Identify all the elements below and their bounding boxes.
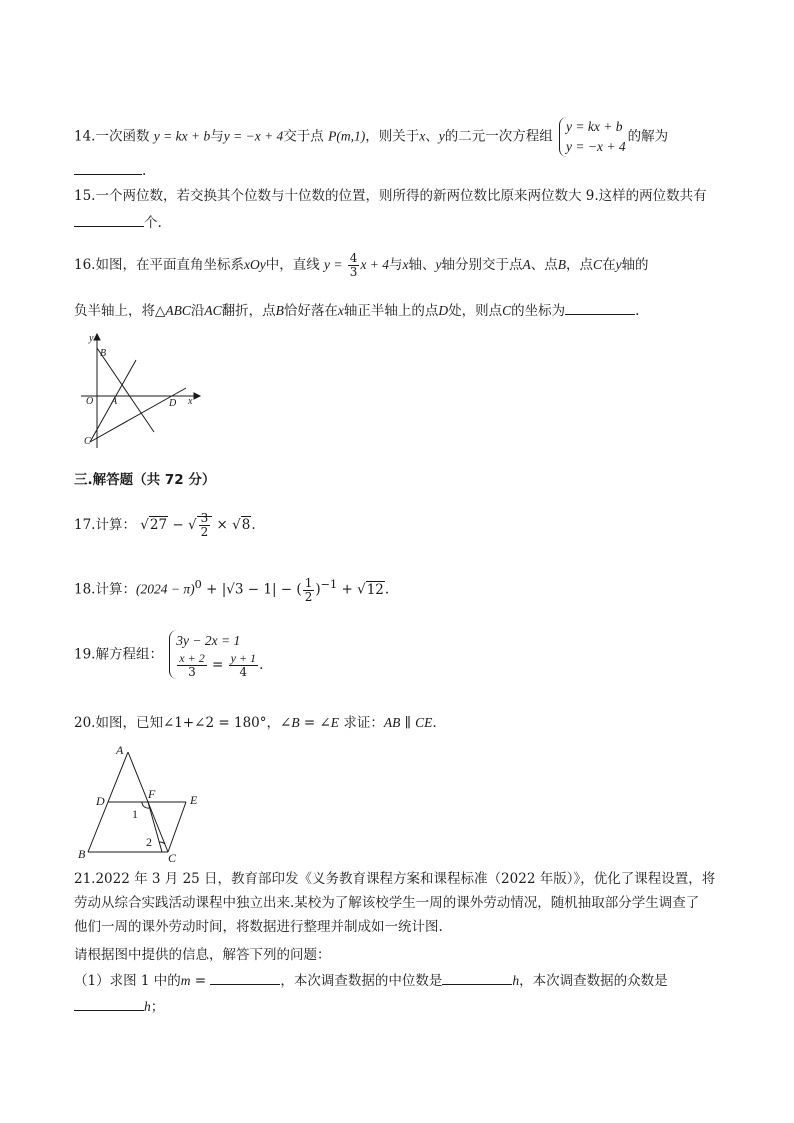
question-15: 15.一个两位数，若交换其个位数与十位数的位置，则所得的新两位数比原来两位数大 9.这样的两位数共有 — [74, 188, 707, 204]
question-16: 16.如图，在平面直角坐标系xOy中，直线 y = $\frac{4}{3}$ x + 4与x轴、y轴分别交于点A、点B，点C在y轴的 — [74, 251, 649, 279]
fraction-4-3: $\frac{4}{3}$ — [349, 251, 358, 279]
question-20: 20.如图，已知∠1+∠2 = 180°，∠B = ∠E 求证：AB ∥ CE. — [74, 715, 437, 731]
label-e: E — [190, 793, 198, 807]
line-ab — [97, 348, 154, 432]
x-axis-arrow — [194, 393, 200, 399]
answer-blank-mode[interactable] — [74, 996, 144, 1011]
question-21-line-3: 他们一周的课外劳动时间，将数据进行整理并制成如一统计图. — [74, 919, 443, 935]
label-d: D — [169, 398, 177, 409]
segment-ec — [168, 802, 186, 852]
geometry-figure-20 — [76, 742, 216, 866]
equation-system-14: y = kx + b y = −x + 4 — [559, 117, 626, 157]
label-f: F — [148, 787, 156, 801]
answer-blank[interactable] — [565, 300, 635, 315]
label-x: x — [188, 396, 193, 407]
question-18: 18.计算：$(2024 - \pi)^0 + |√3 - 1|$ − ( $\frac{1}{2}$ )$^{-1}$ + √12. — [74, 575, 390, 604]
answer-blank-m[interactable] — [210, 970, 280, 985]
label-angle-2: 2 — [146, 835, 152, 849]
question-21-line-1: 21.2022 年 3 月 25 日，教育部印发《义务教育课程方案和课程标准（2022 年版）》，优化了课程设置，将 — [74, 871, 716, 887]
question-19: 19.解方程组： 3y − 2x = 1 $\frac{x + 2}{3}$ = $\frac{y + 1}{4}$ . — [74, 630, 265, 679]
label-d: D — [96, 794, 105, 808]
question-17: 17.计算： √27 − √ $\frac{3}{2}$ × √8. — [74, 511, 256, 539]
label-b: B — [100, 348, 107, 359]
coordinate-figure-16 — [76, 332, 206, 452]
answer-blank[interactable] — [74, 160, 142, 175]
y-axis-arrow — [94, 334, 100, 340]
question-15-answer-line: 个. — [74, 212, 162, 233]
equation-system-19: 3y − 2x = 1 $\frac{x + 2}{3}$ = $\frac{y + 1}{4}$ . — [169, 630, 263, 679]
question-21-line-2: 劳动从综合实践活动课程中独立出来.某校为了解该校学生一周的课外劳动情况，随机抽取部分学生调查了 — [74, 895, 700, 911]
answer-blank-median[interactable] — [442, 970, 512, 985]
label-angle-1: 1 — [132, 807, 138, 821]
question-16-line-2: 负半轴上，将△ABC沿AC翻折，点B恰好落在x轴正半轴上的点D处，则点C的坐标为 . — [74, 300, 639, 321]
label-a: A — [116, 743, 124, 757]
label-b: B — [78, 847, 86, 861]
label-c: C — [168, 851, 177, 865]
label-o: O — [86, 396, 94, 407]
question-14: 14.一次函数 y = kx + b与y = −x + 4交于点 P(m,1)，则关于x、y的二元一次方程组 y = kx + b y = −x + 4 的解为 — [74, 117, 668, 157]
label-c: C — [84, 436, 91, 447]
question-21-part-1-cont: h； — [74, 996, 164, 1017]
question-21-part-1: （1）求图 1 中的m = ，本次调查数据的中位数是 h，本次调查数据的众数是 — [74, 970, 668, 991]
question-14-answer-line: . — [74, 160, 146, 181]
label-y: y — [89, 333, 94, 344]
answer-blank[interactable] — [74, 212, 144, 227]
question-21-line-4: 请根据图中提供的信息，解答下列的问题： — [74, 947, 331, 963]
label-a: A — [111, 396, 118, 407]
section-3-heading: 三.解答题（共 72 分） — [74, 472, 216, 488]
